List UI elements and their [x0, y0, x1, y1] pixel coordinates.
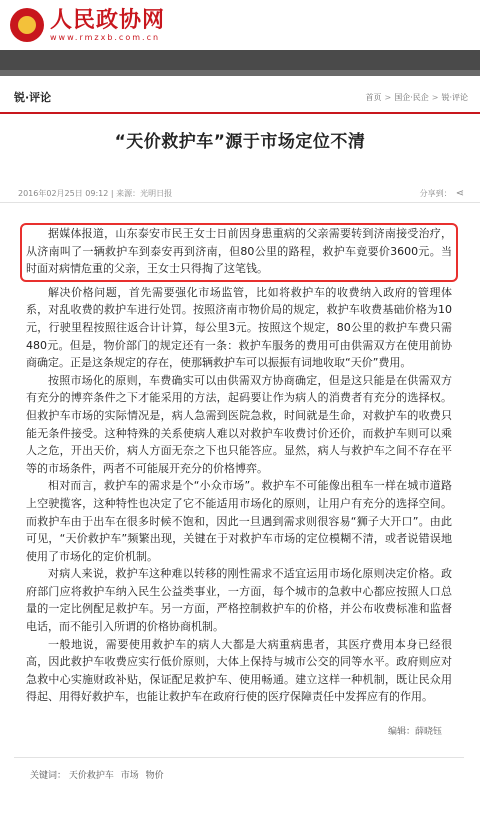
site-logo[interactable] — [50, 8, 165, 42]
section-name: 锐·评论 — [14, 91, 52, 104]
breadcrumb-sep: > — [431, 92, 439, 102]
article-paragraph-lead: 据媒体报道，山东泰安市民王女士日前因身患重病的父亲需要转到济南接受治疗，从济南叫了一辆救护车到泰安再到济南，但80公里的路程，救护车竟要价3600元。当时面对病情危重的父亲，王女士只得掏了这笔钱。 — [26, 227, 452, 276]
editor-credit: 编辑：薛晓钰 — [387, 727, 442, 738]
share-icon[interactable]: ⋖ — [455, 187, 464, 199]
article-body — [0, 223, 480, 706]
keyword-link[interactable]: 市场 — [120, 771, 139, 782]
article-paragraph: 解决价格问题，首先需要强化市场监管，比如将救护车的收费纳入政府的管理体系，对乱收费的救护车进行处罚。按照济南市物价局的规定，救护车收费基础价格为10元，行驶里程按照往返合计计算，每公里3元。按照这个规定，80公里的救护车费只需480元。但是，物价部门的规定还有一条：救护车服务的费用可由供需双方在使用前协商确定。正是这条规定的存在，使那辆救护车可以振振有词地收取“天价”费用。 — [26, 285, 452, 370]
site-logo-url: www.rmzxb.com.cn — [50, 33, 161, 42]
site-header — [0, 0, 480, 50]
article-title: “天价救护车”源于市场定位不清 — [114, 132, 366, 152]
section-header — [0, 82, 480, 114]
main-navbar[interactable] — [0, 50, 480, 70]
article-meta-row — [0, 184, 480, 203]
breadcrumb-sep: > — [384, 92, 392, 102]
article-meta: 2016年02月25日 09:12 | 来源：光明日报 — [18, 188, 173, 198]
keyword-link[interactable]: 物价 — [145, 771, 164, 782]
breadcrumb-category[interactable]: 国企·民企 — [394, 92, 429, 102]
share-area — [420, 188, 464, 199]
article-paragraph: 一般地说，需要使用救护车的病人大都是大病重病患者，其医疗费用本身已经很高，因此救护车收费应实行低价原则，大体上保持与城市公交的同等水平。政府则应对急救中心实施财政补贴，保证配足救护车、使用畅通。建立这样一种机制，既让民众用得起、用得好救护车，也能让救护车在政府行使的医疗保障责任中发挥应有的作用。 — [26, 637, 452, 704]
cppcc-emblem-icon[interactable] — [10, 8, 44, 42]
sub-navbar[interactable] — [0, 70, 480, 76]
breadcrumb — [366, 92, 469, 103]
keywords-row — [0, 768, 480, 781]
article-paragraph: 按照市场化的原则，车费确实可以由供需双方协商确定，但是这只能是在供需双方有充分的博弈条件之下才能采用的方法，起码要让作为病人的消费者有充分的选择权。但救护车市场的实际情况是，病人急需到医院急救，时间就是生命，对救护车的收费只能无条件接受。这种特殊的关系使病人难以对救护车收费讨价还价，而救护车则可以乘人之危，开出天价，病人方面无奈之下也只能答应。显然，病人与救护车之间不存在平等的市场条件，两者不可能展开充分的价格博弈。 — [26, 373, 452, 475]
breadcrumb-current[interactable]: 锐·评论 — [441, 92, 468, 102]
article-paragraph: 相对而言，救护车的需求是个“小众市场”。救护车不可能像出租车一样在城市道路上空驶揽客，这种特性也决定了它不能适用市场化的原则，让用户有充分的选择空间。而救护车由于出车在很多时候不饱和，因此一旦遇到需求则很容易“狮子大开口”。由此可见，“天价救护车”频繁出现，关键在于对救护车市场的定位模糊不清，或者说错误地使用了市场化的定价机制。 — [26, 479, 452, 563]
site-logo-title: 人民政协网 — [50, 7, 166, 33]
divider — [14, 757, 464, 758]
breadcrumb-home[interactable]: 首页 — [365, 92, 382, 102]
keywords-label: 关键词： — [30, 771, 67, 782]
highlight-box — [20, 223, 458, 282]
keyword-link[interactable]: 天价救护车 — [68, 771, 114, 782]
share-label: 分享到： — [419, 188, 452, 198]
article-paragraph: 对病人来说，救护车这种难以转移的刚性需求不适宜运用市场化原则决定价格。政府部门应将救护车纳入民生公益类事业，一方面，每个城市的急救中心都应按照人口总量的一定比例配足救护车。另一方面，严格控制救护车的价格，并公布收费标准和监督电话，而不能引入所谓的价格协商机制。 — [26, 567, 452, 634]
